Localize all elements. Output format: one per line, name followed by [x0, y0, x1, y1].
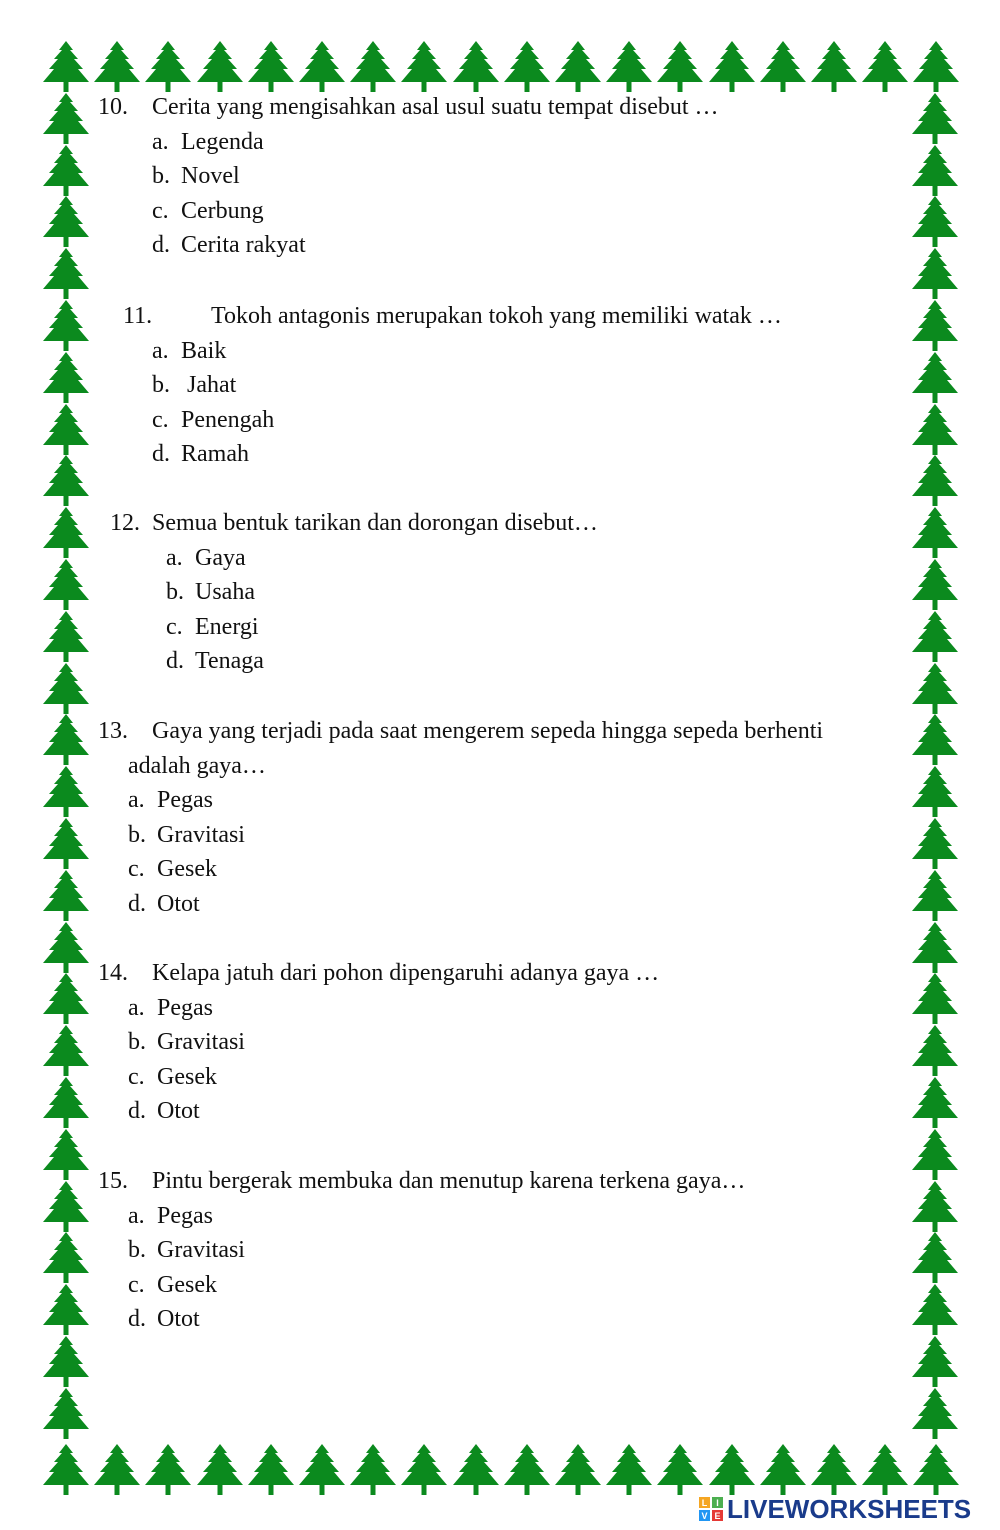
pine-tree-icon	[909, 869, 961, 923]
pine-tree-icon	[909, 921, 961, 975]
pine-tree-icon	[40, 869, 92, 923]
svg-text:V: V	[701, 1511, 708, 1521]
option-text: Otot	[157, 1306, 200, 1333]
pine-tree-icon	[909, 506, 961, 560]
pine-tree-icon	[40, 299, 92, 353]
pine-tree-icon	[296, 40, 348, 94]
question-10	[98, 90, 898, 265]
question-12	[110, 506, 870, 681]
pine-tree-icon	[859, 1443, 911, 1497]
brand-name: LIVEWORKSHEETS	[727, 1493, 972, 1524]
pine-tree-icon	[91, 1443, 143, 1497]
option-text: Gravitasi	[157, 821, 245, 848]
pine-tree-icon	[909, 1024, 961, 1078]
pine-tree-icon	[40, 558, 92, 612]
pine-tree-icon	[909, 713, 961, 767]
pine-tree-icon	[757, 40, 809, 94]
question-text: Cerita yang mengisahkan asal usul suatu tempat disebut …	[152, 94, 719, 120]
option-letter: c.	[128, 1063, 145, 1090]
pine-tree-icon	[808, 40, 860, 94]
question-13	[98, 714, 898, 924]
pine-tree-icon	[910, 40, 962, 94]
option-letter: b.	[152, 372, 170, 399]
pine-tree-icon	[40, 817, 92, 871]
svg-text:I: I	[716, 1498, 719, 1508]
pine-tree-icon	[552, 1443, 604, 1497]
option-text: Penengah	[181, 406, 275, 433]
pine-tree-icon	[91, 40, 143, 94]
svg-text:E: E	[714, 1511, 721, 1521]
pine-tree-icon	[40, 921, 92, 975]
option-text: Pegas	[157, 787, 213, 814]
question-15	[98, 1164, 858, 1339]
option-letter: b.	[166, 579, 184, 606]
pine-tree-icon	[909, 1335, 961, 1389]
question-14	[98, 956, 858, 1131]
option-letter: a.	[152, 128, 169, 155]
pine-tree-icon	[909, 92, 961, 146]
option-text: Ramah	[181, 441, 249, 468]
option-text: Gesek	[157, 1063, 217, 1090]
pine-tree-icon	[909, 195, 961, 249]
pine-tree-icon	[40, 351, 92, 405]
question-text: Semua bentuk tarikan dan dorongan disebut…	[152, 510, 598, 536]
liveworksheets-logo-icon	[698, 1496, 724, 1522]
pine-tree-icon	[40, 1180, 92, 1234]
option-letter: c.	[128, 1271, 145, 1298]
question-number: 15.	[98, 1168, 128, 1194]
pine-tree-icon	[909, 1283, 961, 1337]
pine-tree-icon	[654, 1443, 706, 1497]
pine-tree-icon	[808, 1443, 860, 1497]
option-text: Otot	[157, 1098, 200, 1125]
option-text: Legenda	[181, 128, 264, 155]
question-text: Pintu bergerak membuka dan menutup karena terkena gaya…	[152, 1168, 746, 1194]
pine-tree-icon	[194, 1443, 246, 1497]
option-letter: a.	[128, 1202, 145, 1229]
option-text: Usaha	[195, 579, 255, 606]
question-text: Kelapa jatuh dari pohon dipengaruhi adanya gaya …	[152, 960, 660, 986]
option-letter: d.	[152, 441, 170, 468]
pine-tree-icon	[909, 247, 961, 301]
pine-tree-icon	[450, 1443, 502, 1497]
option-letter: d.	[152, 232, 170, 259]
pine-tree-icon	[245, 40, 297, 94]
option-letter: a.	[128, 994, 145, 1021]
option-text: Energi	[195, 613, 259, 640]
option-letter: c.	[128, 856, 145, 883]
option-letter: d.	[128, 890, 146, 917]
question-number: 10.	[98, 94, 128, 120]
question-number: 11.	[123, 303, 153, 329]
pine-tree-icon	[909, 817, 961, 871]
option-text: Pegas	[157, 994, 213, 1021]
pine-tree-icon	[909, 558, 961, 612]
pine-tree-icon	[40, 506, 92, 560]
svg-text:L: L	[701, 1498, 708, 1508]
question-text: Tokoh antagonis merupakan tokoh yang memiliki watak …	[211, 303, 782, 329]
pine-tree-icon	[603, 40, 655, 94]
pine-tree-icon	[603, 1443, 655, 1497]
option-letter: c.	[152, 197, 169, 224]
pine-tree-icon	[398, 40, 450, 94]
pine-tree-icon	[909, 144, 961, 198]
pine-tree-icon	[909, 1387, 961, 1441]
pine-tree-icon	[40, 40, 92, 94]
option-letter: d.	[128, 1306, 146, 1333]
option-text: Baik	[181, 337, 227, 364]
option-letter: a.	[128, 787, 145, 814]
option-text: Gaya	[195, 544, 246, 571]
pine-tree-icon	[40, 662, 92, 716]
pine-tree-icon	[909, 454, 961, 508]
pine-tree-icon	[40, 1283, 92, 1337]
pine-tree-icon	[398, 1443, 450, 1497]
pine-tree-icon	[706, 1443, 758, 1497]
option-letter: a.	[152, 337, 169, 364]
option-text: Tenaga	[195, 648, 264, 675]
option-text: Jahat	[187, 372, 237, 399]
question-number: 12.	[110, 510, 140, 536]
option-letter: b.	[128, 1029, 146, 1056]
question-text: Gaya yang terjadi pada saat mengerem sepeda hingga sepeda berhenti	[152, 718, 824, 744]
question-text-continued: adalah gaya…	[128, 752, 266, 779]
option-text: Gravitasi	[157, 1237, 245, 1264]
option-text: Gesek	[157, 856, 217, 883]
option-text: Pegas	[157, 1202, 213, 1229]
option-letter: a.	[166, 544, 183, 571]
option-letter: b.	[152, 163, 170, 190]
pine-tree-icon	[347, 40, 399, 94]
pine-tree-icon	[40, 1128, 92, 1182]
option-letter: d.	[128, 1098, 146, 1125]
pine-tree-icon	[40, 713, 92, 767]
pine-tree-icon	[501, 1443, 553, 1497]
pine-tree-icon	[40, 1076, 92, 1130]
pine-tree-icon	[194, 40, 246, 94]
pine-tree-icon	[40, 765, 92, 819]
option-text: Otot	[157, 890, 200, 917]
question-number: 13.	[98, 718, 128, 744]
pine-tree-icon	[40, 1443, 92, 1497]
pine-tree-icon	[142, 1443, 194, 1497]
pine-tree-icon	[909, 972, 961, 1026]
pine-tree-icon	[909, 351, 961, 405]
liveworksheets-brand[interactable]	[698, 1494, 971, 1524]
option-letter: b.	[128, 821, 146, 848]
pine-tree-icon	[40, 92, 92, 146]
pine-tree-icon	[142, 40, 194, 94]
pine-tree-icon	[909, 299, 961, 353]
option-text: Gravitasi	[157, 1029, 245, 1056]
pine-tree-icon	[552, 40, 604, 94]
pine-tree-icon	[245, 1443, 297, 1497]
option-letter: b.	[128, 1237, 146, 1264]
pine-tree-icon	[909, 610, 961, 664]
pine-tree-icon	[40, 454, 92, 508]
pine-tree-icon	[909, 1128, 961, 1182]
option-text: Novel	[181, 163, 240, 190]
option-text: Cerita rakyat	[181, 232, 306, 259]
pine-tree-icon	[40, 1335, 92, 1389]
pine-tree-icon	[40, 610, 92, 664]
pine-tree-icon	[910, 1443, 962, 1497]
option-letter: c.	[166, 613, 183, 640]
pine-tree-icon	[40, 195, 92, 249]
pine-tree-icon	[40, 1387, 92, 1441]
pine-tree-icon	[296, 1443, 348, 1497]
pine-tree-icon	[347, 1443, 399, 1497]
pine-tree-icon	[40, 247, 92, 301]
pine-tree-icon	[40, 1231, 92, 1285]
pine-tree-icon	[40, 972, 92, 1026]
pine-tree-icon	[909, 1231, 961, 1285]
pine-tree-icon	[909, 1180, 961, 1234]
pine-tree-icon	[501, 40, 553, 94]
pine-tree-icon	[40, 1024, 92, 1078]
option-letter: c.	[152, 406, 169, 433]
pine-tree-icon	[909, 662, 961, 716]
pine-tree-icon	[909, 1076, 961, 1130]
pine-tree-icon	[706, 40, 758, 94]
pine-tree-icon	[859, 40, 911, 94]
pine-tree-icon	[450, 40, 502, 94]
option-text: Cerbung	[181, 197, 264, 224]
pine-tree-icon	[40, 403, 92, 457]
pine-tree-icon	[654, 40, 706, 94]
option-text: Gesek	[157, 1271, 217, 1298]
pine-tree-icon	[40, 144, 92, 198]
question-11	[123, 299, 883, 474]
option-letter: d.	[166, 648, 184, 675]
pine-tree-icon	[757, 1443, 809, 1497]
pine-tree-icon	[909, 403, 961, 457]
pine-tree-icon	[909, 765, 961, 819]
question-number: 14.	[98, 960, 128, 986]
